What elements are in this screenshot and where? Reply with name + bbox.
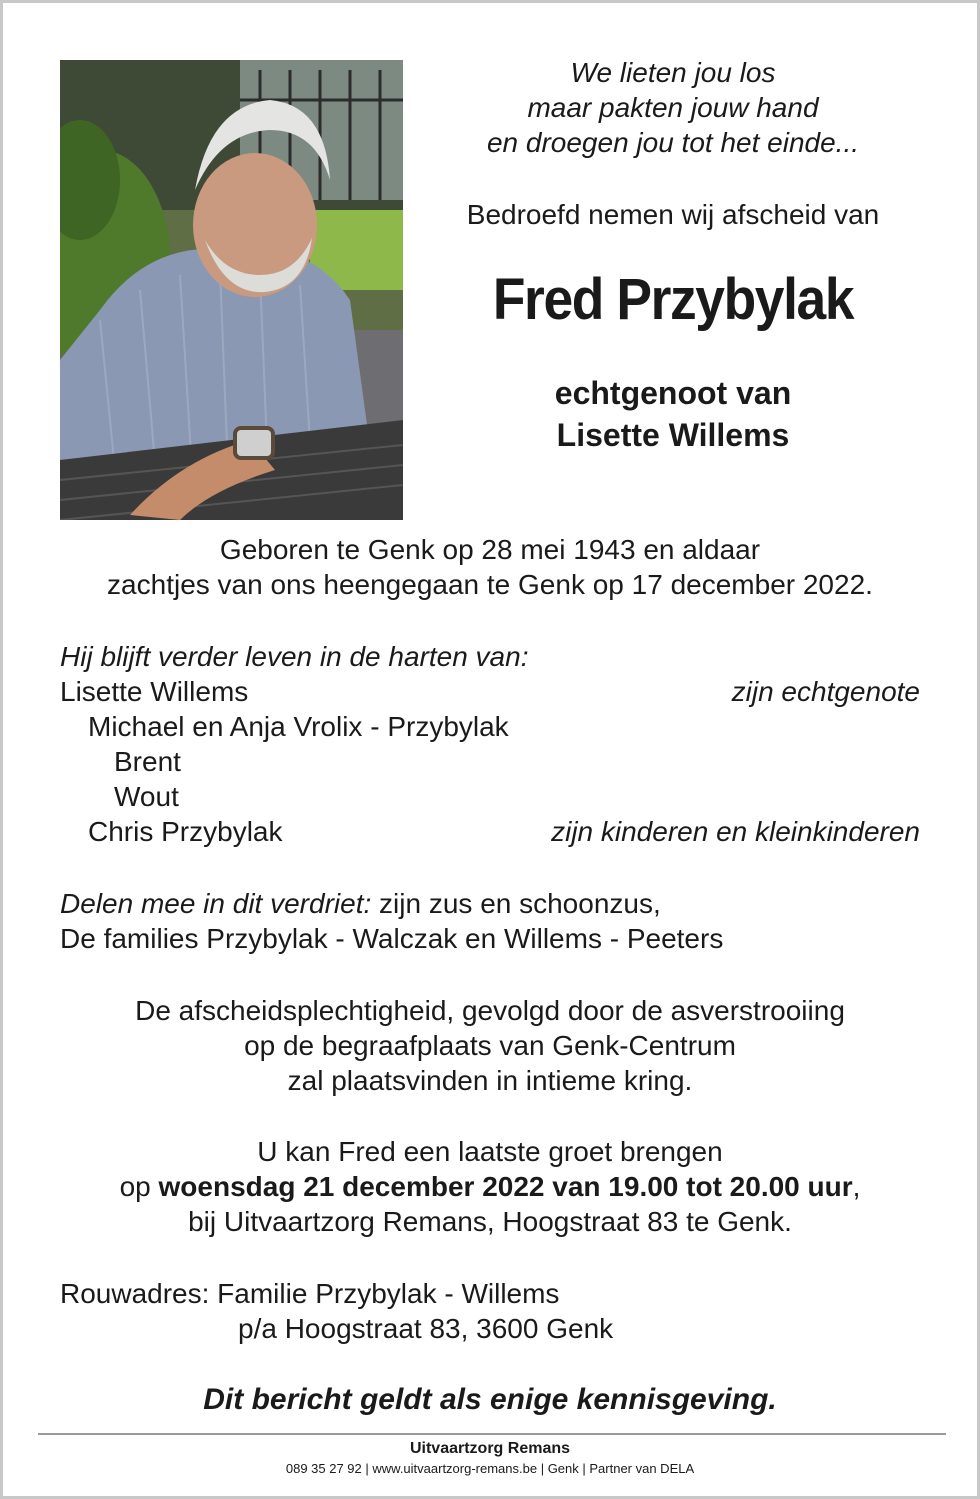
survivor-relation: zijn kinderen en kleinkinderen [551, 816, 920, 847]
company-info: 089 35 27 92 | www.uitvaartzorg-remans.be | Genk | Partner van DELA [285, 1461, 695, 1476]
survivor-relation: zijn echtgenote [731, 676, 920, 707]
shared-grief-line2: De families Przybylak - Walczak en Willems - Peeters [60, 923, 724, 954]
footer [3, 1439, 977, 1479]
visitation-line1: U kan Fred een laatste groet brengen [257, 1136, 723, 1167]
portrait-photo [60, 60, 403, 520]
survivor-name: Michael en Anja Vrolix - Przybylak [88, 711, 509, 742]
poem-line: en droegen jou tot het einde... [486, 127, 860, 158]
notice-text: Dit bericht geldt als enige kennisgeving. [203, 1383, 777, 1416]
visitation-line2 [3, 1169, 977, 1204]
poem-line: We lieten jou los [570, 57, 776, 88]
ceremony-line: De afscheidsplechtigheid, gevolgd door de asverstrooiing [135, 995, 845, 1026]
poem-line: maar pakten jouw hand [527, 92, 819, 123]
shared-grief-line1 [60, 886, 920, 921]
ceremony-info [3, 993, 977, 1098]
list-item [60, 779, 920, 814]
shared-grief-rest: zijn zus en schoonzus, [371, 888, 661, 919]
address-line2: p/a Hoogstraat 83, 3600 Genk [238, 1313, 614, 1344]
deceased-name: Fred Przybylak [492, 267, 854, 332]
footer-divider [38, 1433, 946, 1435]
visitation-info [3, 1134, 977, 1239]
visitation-suffix: , [852, 1171, 861, 1202]
portrait-image [60, 60, 403, 520]
spouse-name: Lisette Willems [556, 417, 790, 453]
poem [423, 55, 923, 160]
company-name: Uitvaartzorg Remans [409, 1440, 571, 1457]
shared-grief [60, 886, 920, 956]
address-line1: Rouwadres: Familie Przybylak - Willems [60, 1278, 560, 1309]
intro-text: Bedroefd nemen wij afscheid van [466, 199, 880, 230]
survivors-heading: Hij blijft verder leven in de harten van: [60, 641, 529, 672]
list-item [60, 744, 920, 779]
ceremony-line: zal plaatsvinden in intieme kring. [287, 1065, 693, 1096]
list-item [60, 709, 920, 744]
visitation-line3: bij Uitvaartzorg Remans, Hoogstraat 83 te Genk. [188, 1206, 792, 1237]
mourning-address [60, 1276, 920, 1346]
survivor-name: Brent [114, 746, 181, 777]
survivor-name: Wout [114, 781, 179, 812]
survivors-list [60, 639, 920, 849]
list-item [60, 814, 920, 849]
list-item [60, 674, 920, 709]
survivor-name: Chris Przybylak [88, 816, 283, 847]
birth-death-info [3, 532, 977, 602]
spouse-block [423, 372, 923, 456]
survivor-name: Lisette Willems [60, 676, 249, 707]
ceremony-line: op de begraafplaats van Genk-Centrum [244, 1030, 736, 1061]
visitation-datetime: woensdag 21 december 2022 van 19.00 tot 20.00 uur [158, 1171, 853, 1202]
birth-line: Geboren te Genk op 28 mei 1943 en aldaar [219, 534, 761, 565]
spouse-line1: echtgenoot van [554, 375, 792, 411]
death-line: zachtjes van ons heengegaan te Genk op 17 december 2022. [107, 569, 873, 600]
visitation-prefix: op [119, 1171, 159, 1202]
shared-grief-lead: Delen mee in dit verdriet: [60, 888, 372, 919]
